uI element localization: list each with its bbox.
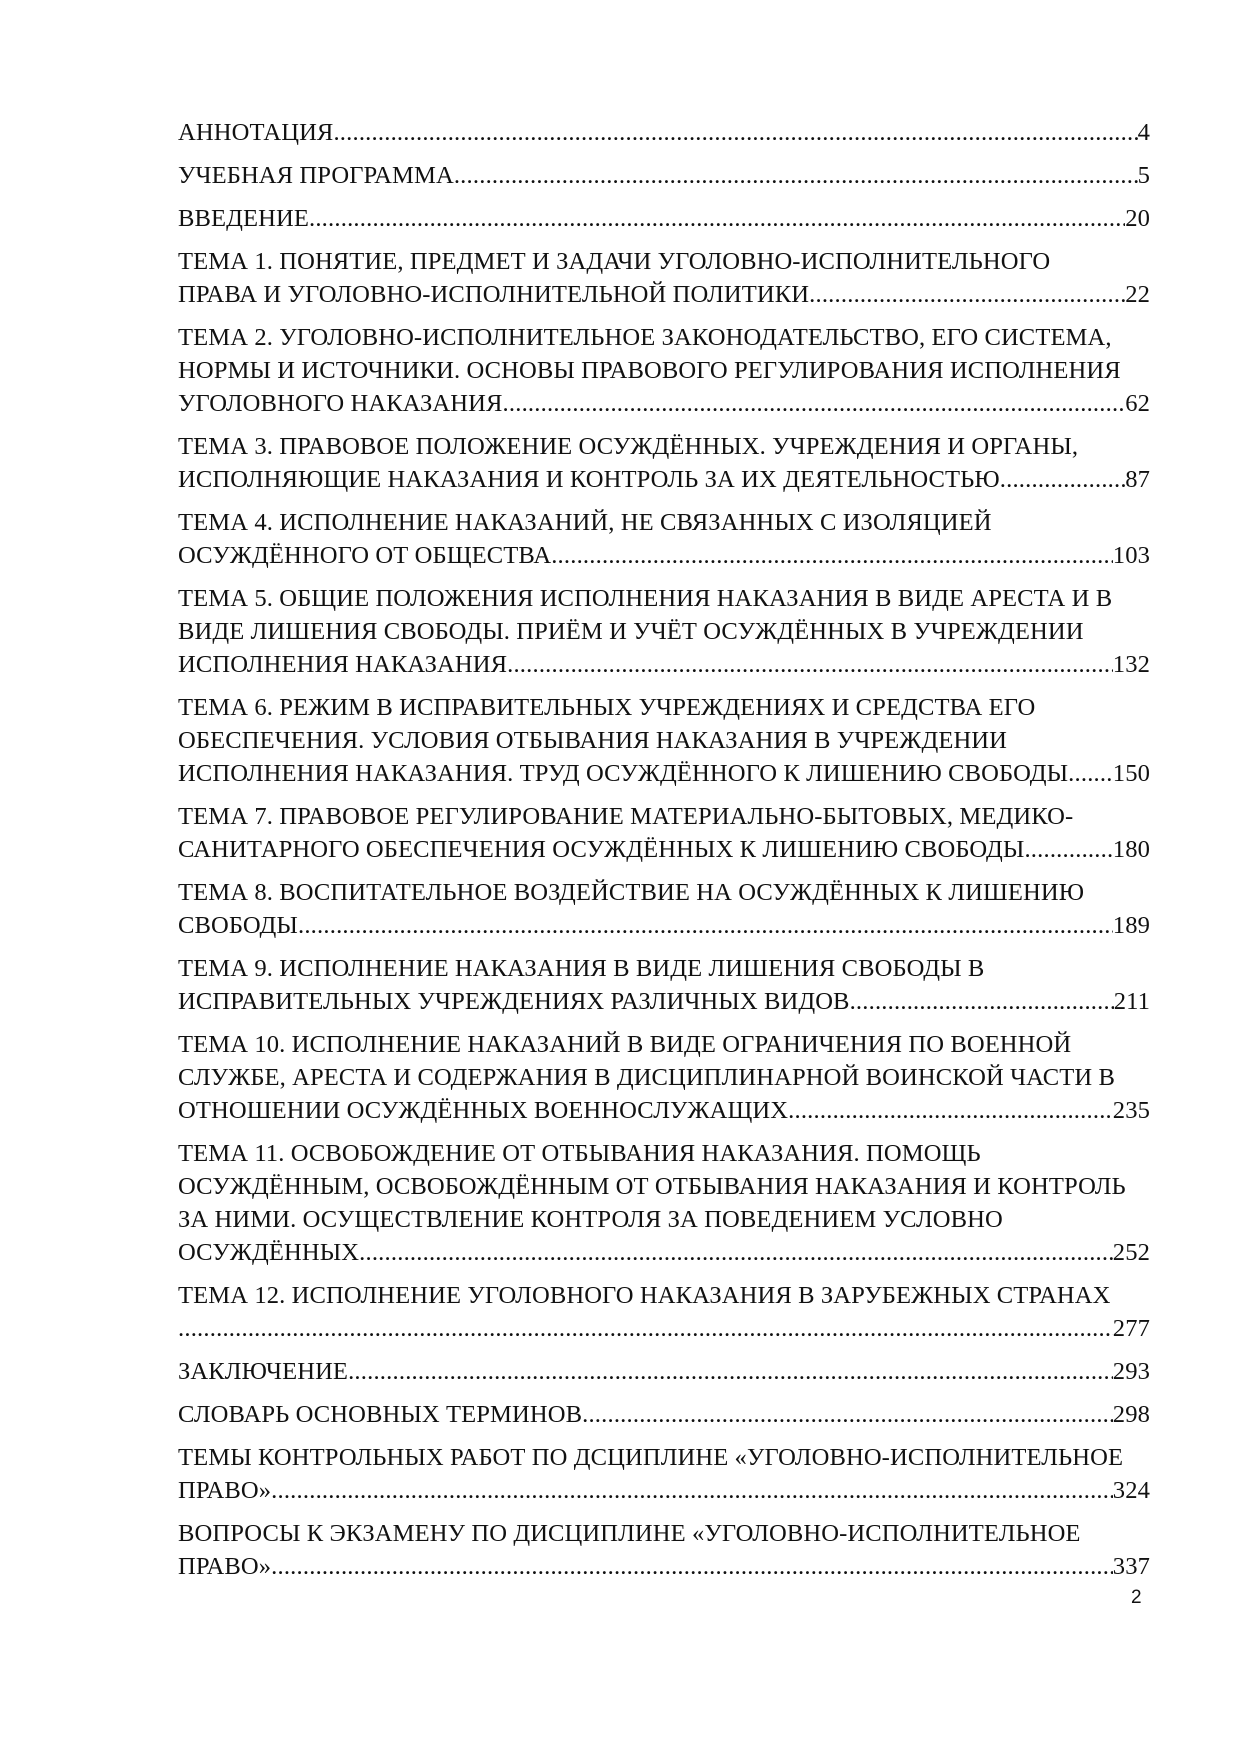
toc-entry-line: ТЕМА 4. ИСПОЛНЕНИЕ НАКАЗАНИЙ, НЕ СВЯЗАННЫХ С ИЗОЛЯЦИЕЙ [178, 509, 992, 536]
toc-entry-line: ТЕМА 5. ОБЩИЕ ПОЛОЖЕНИЯ ИСПОЛНЕНИЯ НАКАЗАНИЯ В ВИДЕ АРЕСТА И В [178, 585, 1113, 612]
toc-entry-title: ПРАВО» [178, 1477, 272, 1504]
dot-leader [1024, 833, 1112, 866]
toc-page-number: 252 [1112, 1239, 1150, 1266]
toc-entry-line: ОБЕСПЕЧЕНИЯ. УСЛОВИЯ ОТБЫВАНИЯ НАКАЗАНИЯ В УЧРЕЖДЕНИИ [178, 727, 1008, 754]
toc-page-number: 4 [1137, 119, 1150, 146]
toc-page-number: 235 [1112, 1097, 1150, 1124]
toc-page-number: 337 [1112, 1553, 1150, 1580]
toc-entry-line: ТЕМА 10. ИСПОЛНЕНИЕ НАКАЗАНИЙ В ВИДЕ ОГРАНИЧЕНИЯ ПО ВОЕННОЙ [178, 1031, 1072, 1058]
toc-page-number: 5 [1137, 162, 1150, 189]
toc-page-number: 150 [1112, 760, 1150, 787]
toc-entry-line: ЗА НИМИ. ОСУЩЕСТВЛЕНИЕ КОНТРОЛЯ ЗА ПОВЕДЕНИЕМ УСЛОВНО [178, 1206, 1003, 1233]
toc-entry-title: ВВЕДЕНИЕ [178, 205, 309, 232]
toc-entry-line: НОРМЫ И ИСТОЧНИКИ. ОСНОВЫ ПРАВОВОГО РЕГУЛИРОВАНИЯ ИСПОЛНЕНИЯ [178, 357, 1121, 384]
toc-entry-final-line [178, 202, 1150, 235]
toc-entry-line: ОСУЖДЁННЫМ, ОСВОБОЖДЁННЫМ ОТ ОТБЫВАНИЯ НАКАЗАНИЯ И КОНТРОЛЬ [178, 1173, 1126, 1200]
toc-entry-title: АННОТАЦИЯ [178, 119, 334, 146]
toc-entry[interactable] [178, 116, 1150, 149]
toc-page-number: 189 [1112, 912, 1150, 939]
toc-entry-title: СЛОВАРЬ ОСНОВНЫХ ТЕРМИНОВ [178, 1401, 583, 1428]
toc-entry[interactable] [178, 430, 1150, 496]
dot-leader [298, 909, 1113, 942]
dot-leader [788, 1094, 1113, 1127]
toc-entry-line: ТЕМА 7. ПРАВОВОЕ РЕГУЛИРОВАНИЕ МАТЕРИАЛЬНО-БЫТОВЫХ, МЕДИКО- [178, 803, 1074, 830]
toc-entry[interactable] [178, 691, 1150, 790]
toc-entry-final-line [178, 1550, 1150, 1583]
dot-leader [271, 1474, 1113, 1507]
toc-entry-line: ТЕМЫ КОНТРОЛЬНЫХ РАБОТ ПО ДСЦИПЛИНЕ «УГОЛОВНО-ИСПОЛНИТЕЛЬНОЕ [178, 1444, 1124, 1471]
toc-entry[interactable] [178, 1398, 1150, 1431]
toc-entry-title: ИСПОЛНЯЮЩИЕ НАКАЗАНИЯ И КОНТРОЛЬ ЗА ИХ ДЕЯТЕЛЬНОСТЬЮ [178, 466, 1000, 493]
toc-entry-title: СВОБОДЫ [178, 912, 298, 939]
toc-page-number: 87 [1125, 466, 1150, 493]
table-of-contents [178, 116, 1150, 1593]
toc-entry-line: ТЕМА 12. ИСПОЛНЕНИЕ УГОЛОВНОГО НАКАЗАНИЯ В ЗАРУБЕЖНЫХ СТРАНАХ [178, 1282, 1111, 1309]
toc-entry-final-line [178, 159, 1150, 192]
dot-leader [551, 539, 1113, 572]
toc-entry-title: САНИТАРНОГО ОБЕСПЕЧЕНИЯ ОСУЖДЁННЫХ К ЛИШЕНИЮ СВОБОДЫ [178, 836, 1025, 863]
dot-leader [850, 985, 1114, 1018]
dot-leader [454, 159, 1138, 192]
toc-entry-line: ТЕМА 11. ОСВОБОЖДЕНИЕ ОТ ОТБЫВАНИЯ НАКАЗАНИЯ. ПОМОЩЬ [178, 1140, 981, 1167]
toc-entry-final-line [178, 985, 1150, 1018]
toc-entry-line: ТЕМА 2. УГОЛОВНО-ИСПОЛНИТЕЛЬНОЕ ЗАКОНОДАТЕЛЬСТВО, ЕГО СИСТЕМА, [178, 324, 1112, 351]
toc-entry-line: ВИДЕ ЛИШЕНИЯ СВОБОДЫ. ПРИЁМ И УЧЁТ ОСУЖДЁННЫХ В УЧРЕЖДЕНИИ [178, 618, 1084, 645]
toc-page-number: 20 [1125, 205, 1150, 232]
toc-entry-title: ОСУЖДЁННЫХ [178, 1239, 360, 1266]
toc-page-number: 22 [1125, 281, 1150, 308]
toc-entry-line: ТЕМА 9. ИСПОЛНЕНИЕ НАКАЗАНИЯ В ВИДЕ ЛИШЕНИЯ СВОБОДЫ В [178, 955, 985, 982]
toc-entry-final-line [178, 539, 1150, 572]
toc-page-number: 277 [1112, 1315, 1150, 1342]
dot-leader [309, 202, 1125, 235]
toc-entry-title: ЗАКЛЮЧЕНИЕ [178, 1358, 349, 1385]
toc-entry[interactable] [178, 321, 1150, 420]
toc-entry-title: ПРАВА И УГОЛОВНО-ИСПОЛНИТЕЛЬНОЙ ПОЛИТИКИ [178, 281, 810, 308]
toc-entry-final-line [178, 1236, 1150, 1269]
dot-leader [178, 1312, 1113, 1345]
toc-page-number: 298 [1112, 1401, 1150, 1428]
toc-page-number: 103 [1112, 542, 1150, 569]
page-number: 2 [1131, 1587, 1142, 1608]
toc-entry-final-line [178, 463, 1150, 496]
dot-leader [359, 1236, 1113, 1269]
toc-entry-final-line [178, 1094, 1150, 1127]
toc-entry[interactable] [178, 1137, 1150, 1269]
dot-leader [348, 1355, 1113, 1388]
toc-entry-line: ВОПРОСЫ К ЭКЗАМЕНУ ПО ДИСЦИПЛИНЕ «УГОЛОВНО-ИСПОЛНИТЕЛЬНОЕ [178, 1520, 1081, 1547]
dot-leader [1068, 757, 1113, 790]
toc-entry-line: ТЕМА 1. ПОНЯТИЕ, ПРЕДМЕТ И ЗАДАЧИ УГОЛОВНО-ИСПОЛНИТЕЛЬНОГО [178, 248, 1051, 275]
toc-page-number: 180 [1112, 836, 1150, 863]
toc-entry-title: ПРАВО» [178, 1553, 272, 1580]
toc-entry-title: ОСУЖДЁННОГО ОТ ОБЩЕСТВА [178, 542, 552, 569]
toc-entry-final-line [178, 1312, 1150, 1345]
toc-entry[interactable] [178, 1517, 1150, 1583]
toc-entry-line: ТЕМА 3. ПРАВОВОЕ ПОЛОЖЕНИЕ ОСУЖДЁННЫХ. УЧРЕЖДЕНИЯ И ОРГАНЫ, [178, 433, 1079, 460]
toc-entry[interactable] [178, 1441, 1150, 1507]
dot-leader [271, 1550, 1113, 1583]
toc-entry-final-line [178, 909, 1150, 942]
toc-entry-final-line [178, 1474, 1150, 1507]
toc-entry-line: ТЕМА 6. РЕЖИМ В ИСПРАВИТЕЛЬНЫХ УЧРЕЖДЕНИЯХ И СРЕДСТВА ЕГО [178, 694, 1036, 721]
toc-entry[interactable] [178, 1279, 1150, 1345]
toc-entry[interactable] [178, 582, 1150, 681]
toc-entry-title: ИСПРАВИТЕЛЬНЫХ УЧРЕЖДЕНИЯХ РАЗЛИЧНЫХ ВИДОВ [178, 988, 850, 1015]
toc-entry[interactable] [178, 1028, 1150, 1127]
toc-page-number: 62 [1125, 390, 1150, 417]
dot-leader [582, 1398, 1113, 1431]
toc-entry-final-line [178, 1398, 1150, 1431]
toc-page-number: 324 [1112, 1477, 1150, 1504]
toc-entry[interactable] [178, 202, 1150, 235]
toc-entry-line: СЛУЖБЕ, АРЕСТА И СОДЕРЖАНИЯ В ДИСЦИПЛИНАРНОЙ ВОИНСКОЙ ЧАСТИ В [178, 1064, 1116, 1091]
toc-entry-title: УГОЛОВНОГО НАКАЗАНИЯ [178, 390, 503, 417]
toc-entry-title: ИСПОЛНЕНИЯ НАКАЗАНИЯ. ТРУД ОСУЖДЁННОГО К ЛИШЕНИЮ СВОБОДЫ [178, 760, 1069, 787]
dot-leader [333, 116, 1137, 149]
toc-page-number: 211 [1113, 988, 1150, 1015]
toc-entry-final-line [178, 833, 1150, 866]
toc-entry-line: ТЕМА 8. ВОСПИТАТЕЛЬНОЕ ВОЗДЕЙСТВИЕ НА ОСУЖДЁННЫХ К ЛИШЕНИЮ [178, 879, 1085, 906]
toc-entry-final-line [178, 648, 1150, 681]
toc-entry-title: ОТНОШЕНИИ ОСУЖДЁННЫХ ВОЕННОСЛУЖАЩИХ [178, 1097, 789, 1124]
dot-leader [1000, 463, 1125, 496]
dot-leader [809, 278, 1125, 311]
toc-entry[interactable] [178, 1355, 1150, 1388]
toc-entry[interactable] [178, 159, 1150, 192]
toc-entry[interactable] [178, 876, 1150, 942]
dot-leader [503, 387, 1126, 420]
toc-entry[interactable] [178, 245, 1150, 311]
toc-entry-final-line [178, 1355, 1150, 1388]
toc-page-number: 293 [1112, 1358, 1150, 1385]
toc-entry-title: ИСПОЛНЕНИЯ НАКАЗАНИЯ [178, 651, 508, 678]
toc-entry[interactable] [178, 952, 1150, 1018]
toc-entry-final-line [178, 116, 1150, 149]
toc-page-number: 132 [1112, 651, 1150, 678]
toc-entry[interactable] [178, 506, 1150, 572]
toc-entry-final-line [178, 278, 1150, 311]
dot-leader [507, 648, 1113, 681]
toc-entry-title: УЧЕБНАЯ ПРОГРАММА [178, 162, 454, 189]
toc-entry[interactable] [178, 800, 1150, 866]
toc-entry-final-line [178, 387, 1150, 420]
toc-entry-final-line [178, 757, 1150, 790]
